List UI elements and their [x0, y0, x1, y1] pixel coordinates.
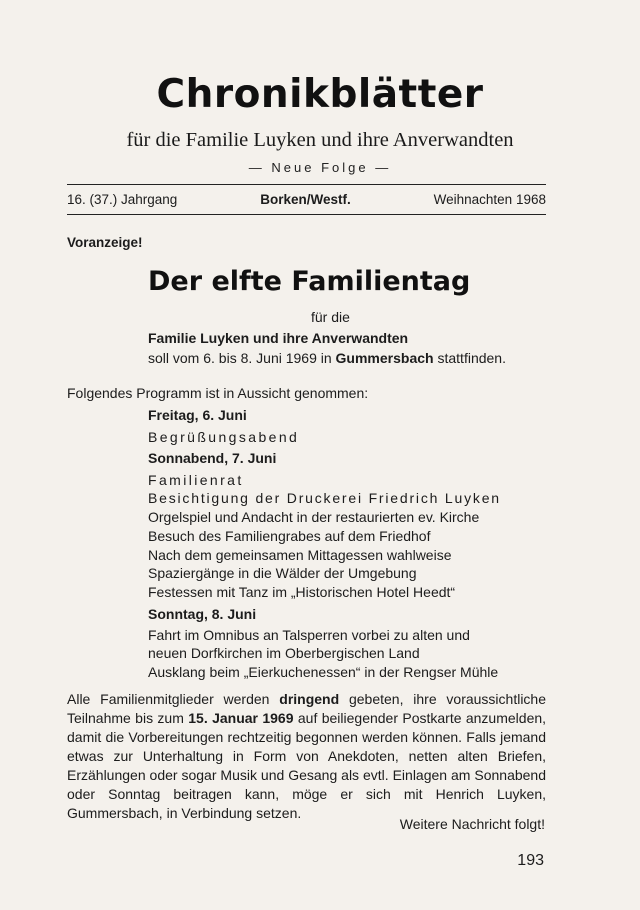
masthead-title: Chronikblätter: [156, 72, 484, 117]
headline: Der elfte Familientag: [148, 266, 471, 297]
day2-item: Besuch des Familiengrabes auf dem Friedhof: [148, 528, 431, 544]
day3-item: neuen Dorfkirchen im Oberbergischen Land: [148, 645, 420, 661]
body-text: Alle Familienmitglieder werden: [67, 691, 270, 707]
day1-heading: Freitag, 6. Juni: [148, 407, 247, 423]
body-emphasis: 15. Januar 1969: [188, 710, 294, 726]
day2-item: Spaziergänge in die Wälder der Umgebung: [148, 565, 417, 581]
day2-item: Festessen mit Tanz im „Historischen Hotel Heedt“: [148, 584, 456, 600]
day2-item: Orgelspiel und Andacht in der restaurierten ev. Kirche: [148, 509, 480, 525]
issue-place: Borken/Westf.: [260, 192, 351, 207]
day3-heading: Sonntag, 8. Juni: [148, 606, 257, 622]
event-town: Gummersbach: [335, 350, 434, 366]
event-date-pre: soll vom 6. bis 8. Juni 1969 in: [148, 350, 332, 366]
day2-item: Nach dem gemeinsamen Mittagessen wahlweise: [148, 547, 452, 563]
body-paragraph: [67, 690, 546, 823]
for-the-text: für die: [311, 309, 350, 325]
family-name: Familie Luyken und ihre Anverwandten: [148, 330, 409, 346]
day2-item: Familienrat: [148, 472, 244, 488]
issue-line: [67, 192, 546, 207]
issue-volume: 16. (37.) Jahrgang: [67, 192, 178, 207]
bottom-rule: [67, 214, 546, 215]
day2-item: Besichtigung der Druckerei Friedrich Luyken: [148, 490, 501, 506]
masthead-subtitle: für die Familie Luyken und ihre Anverwandten: [126, 129, 514, 151]
day2-heading: Sonnabend, 7. Juni: [148, 450, 277, 466]
body-text: auf beiliegender Postkarte anzumelden, damit die Vorbereitungen rechtzeitig begonnen werden können. Falls jemand etwas zur Unterhaltung in Form von Anekdoten, netten alten Briefen, Erzählungen oder sogar Musik und Gesang als evtl. Einlagen am Sonnabend oder Sonntag beitragen kann, möge er sich mit Henrich Luyken, Gummersbach, in Verbindung setzen.: [67, 710, 547, 821]
pre-announcement-label: Voranzeige!: [67, 235, 143, 250]
event-date-post: stattfinden.: [437, 350, 506, 366]
top-rule: [67, 184, 546, 185]
body-text: gebeten, ihre voraussichtliche Teilnahme bis zum: [67, 691, 547, 726]
closing-line: Weitere Nachricht folgt!: [399, 816, 545, 832]
issue-date: Weihnachten 1968: [433, 192, 546, 207]
program-intro: Folgendes Programm ist in Aussicht genommen:: [67, 385, 369, 401]
body-emphasis: dringend: [279, 691, 340, 707]
day3-item: Fahrt im Omnibus an Talsperren vorbei zu alten und: [148, 627, 470, 643]
day1-item: Begrüßungsabend: [148, 429, 300, 445]
masthead-series: — Neue Folge —: [248, 160, 392, 175]
event-date-line: [148, 349, 506, 367]
page-number: 193: [517, 852, 544, 869]
day3-item: Ausklang beim „Eierkuchenessen“ in der Rengser Mühle: [148, 664, 499, 680]
